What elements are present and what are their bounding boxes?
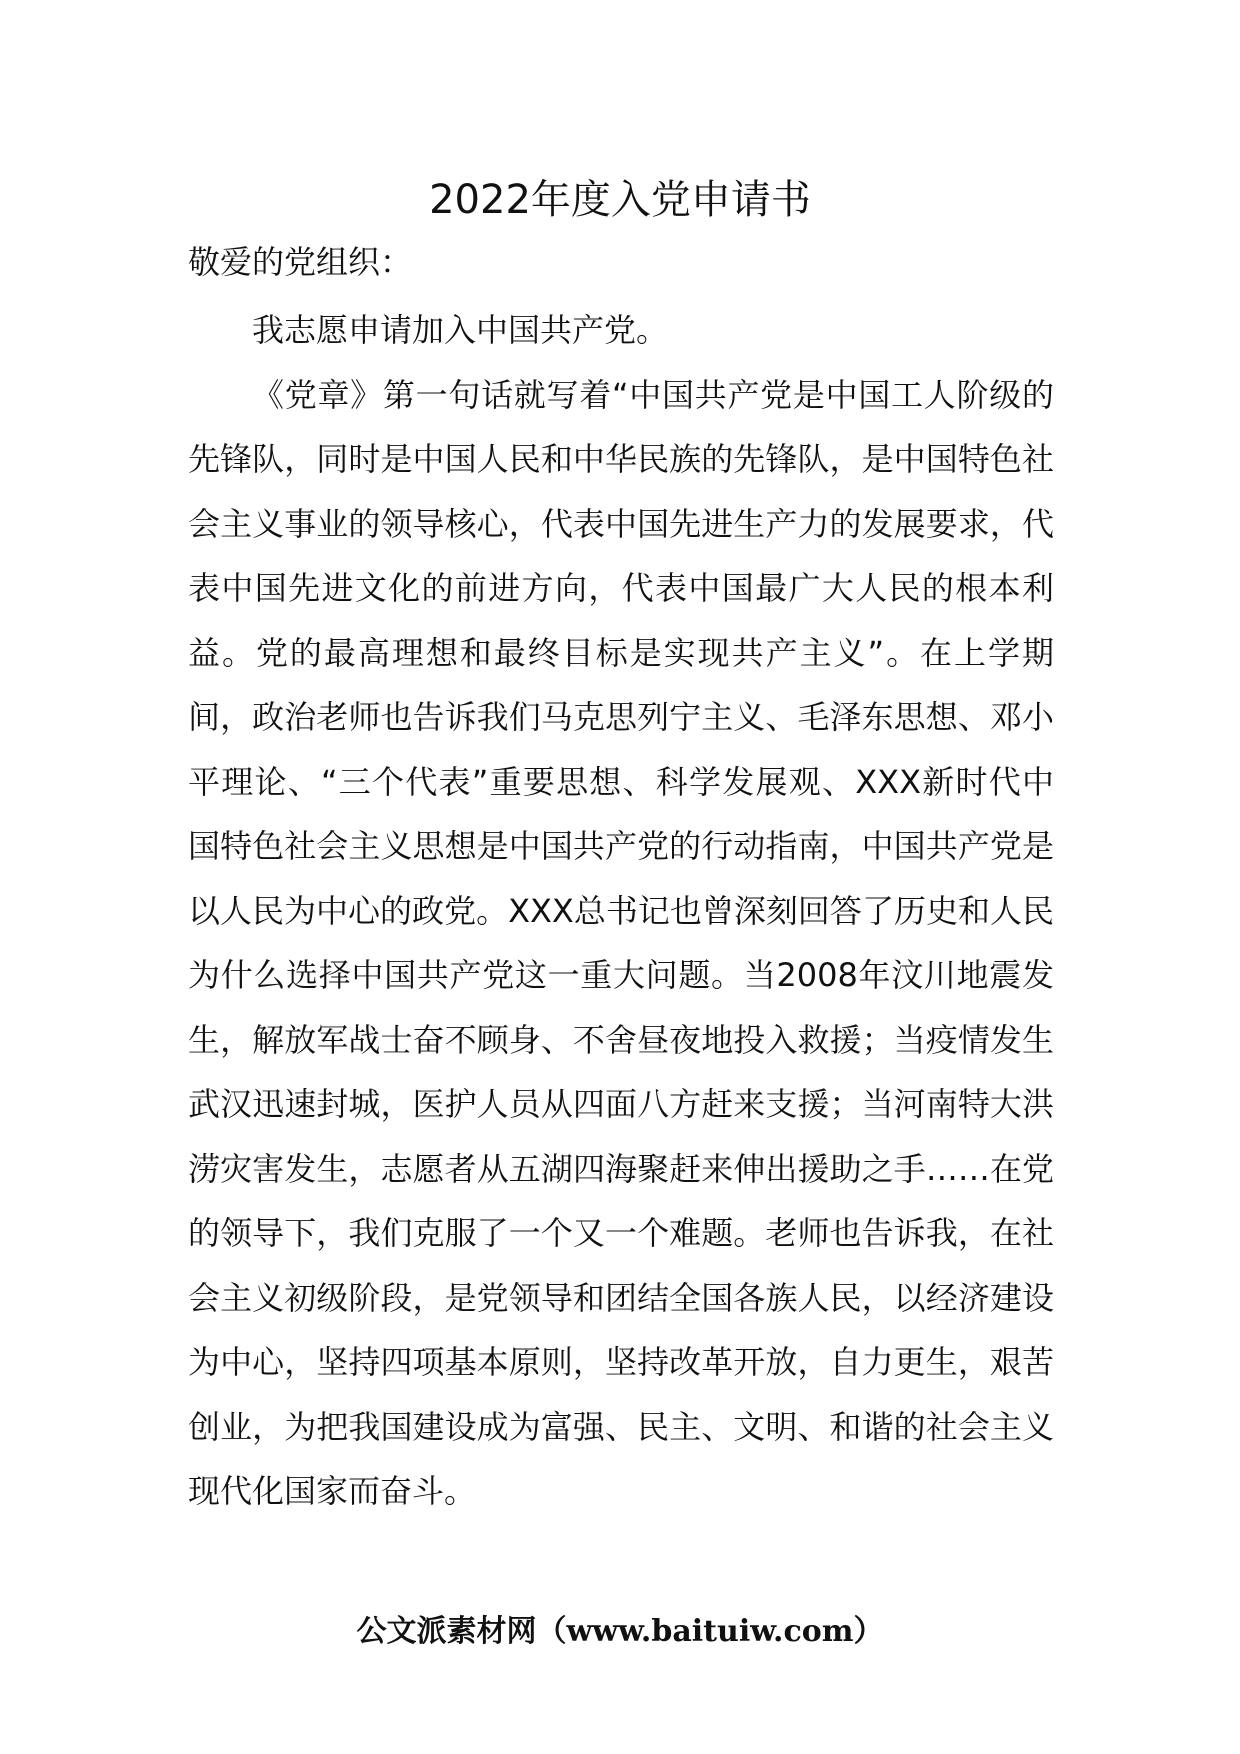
- paragraph: 《党章》第一句话就写着“中国共产党是中国工人阶级的先锋队，同时是中国人民和中华民族的先锋队，是中国特色社会主义事业的领导核心，代表中国先进生产力的发展要求，代表中国先进文化的前进方向，代表中国最广大人民的根本利益。党的最高理想和最终目标是实现共产主义”。在上学期间，政治老师也告诉我们马克思列宁主义、毛泽东思想、邓小平理论、“三个代表”重要思想、科学发展观、XXX新时代中国特色社会主义思想是中国共产党的行动指南，中国共产党是以人民为中心的政党。XXX总书记也曾深刻回答了历史和人民为什么选择中国共产党这一重大问题。当2008年汶川地震发生，解放军战士奋不顾身、不舍昼夜地投入救援；当疫情发生武汉迅速封城，医护人员从四面八方赶来支援；当河南特大洪涝灾害发生，志愿者从五湖四海聚赶来伸出援助之手……在党的领导下，我们克服了一个又一个难题。老师也告诉我，在社会主义初级阶段，是党领导和团结全国各族人民，以经济建设为中心，坚持四项基本原则，坚持改革开放，自力更生，艰苦创业，为把我国建设成为富强、民主、文明、和谐的社会主义现代化国家而奋斗。: [188, 375, 1054, 1510]
- document-body: [188, 298, 1054, 1524]
- footer-watermark: 公文派素材网（www.baituiw.com）: [356, 1614, 884, 1649]
- salutation: 敬爱的党组织：: [188, 243, 413, 281]
- paragraph: 我志愿申请加入中国共产党。: [252, 311, 669, 349]
- document-title: 2022年度入党申请书: [429, 177, 811, 223]
